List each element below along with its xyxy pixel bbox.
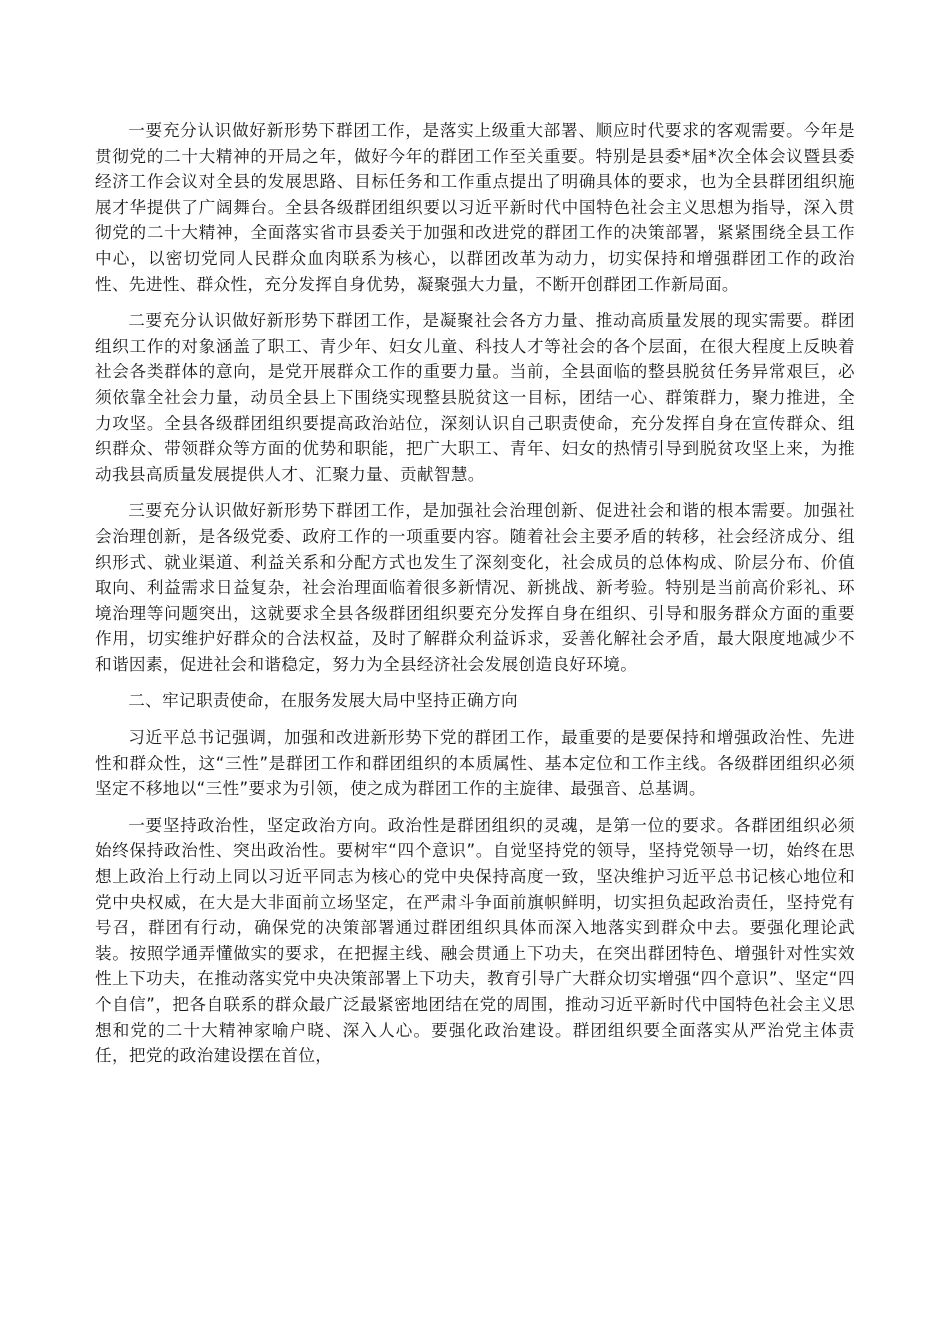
paragraph-1: 一要充分认识做好新形势下群团工作，是落实上级重大部署、顺应时代要求的客观需要。今年是贯彻党的二十大精神的开局之年，做好今年的群团工作至关重要。特别是县委*届*次全体会议暨县委经济工作会议对全县的发展思路、目标任务和工作重点提出了明确具体的要求，也为全县群团组织施展才华提供了广阔舞台。全县各级群团组织要以习近平新时代中国特色社会主义思想为指导，深入贯彻党的二十大精神，全面落实省市县委关于加强和改进党的群团工作的决策部署，紧紧围绕全县工作中心，以密切党同人民群众血肉联系为核心，以群团改革为动力，切实保持和增强群团工作的政治性、先进性、群众性，充分发挥自身优势，凝聚强大力量，不断开创群团工作新局面。 bbox=[95, 121, 855, 294]
paragraph-3: 三要充分认识做好新形势下群团工作，是加强社会治理创新、促进社会和谐的根本需要。加强社会治理创新，是各级党委、政府工作的一项重要内容。随着社会主要矛盾的转移，社会经济成分、组织形式、就业渠道、利益关系和分配方式也发生了深刻变化，社会成员的总体构成、阶层分布、价值取向、利益需求日益复杂，社会治理面临着很多新情况、新挑战、新考验。特别是当前高价彩礼、环境治理等问题突出，这就要求全县各级群团组织要充分发挥自身在组织、引导和服务群众方面的重要作用，切实维护好群众的合法权益，及时了解群众利益诉求，妥善化解社会矛盾，最大限度地减少不和谐因素，促进社会和谐稳定，努力为全县经济社会发展创造良好环境。 bbox=[95, 501, 855, 674]
paragraph-2: 二要充分认识做好新形势下群团工作，是凝聚社会各方力量、推动高质量发展的现实需要。群团组织工作的对象涵盖了职工、青少年、妇女儿童、科技人才等社会的各个层面，在很大程度上反映着社会各类群体的意向，是党开展群众工作的重要力量。当前，全县面临的整县脱贫任务异常艰巨，必须依靠全社会力量，动员全县上下围绕实现整县脱贫这一目标，团结一心、群策群力，聚力推进，全力攻坚。全县各级群团组织要提高政治站位，深刻认识自己职责使命，充分发挥自身在宣传群众、组织群众、带领群众等方面的优势和职能，把广大职工、青年、妇女的热情引导到脱贫攻坚上来，为推动我县高质量发展提供人才、汇聚力量、贡献智慧。 bbox=[95, 311, 855, 484]
paragraph-5: 一要坚持政治性，坚定政治方向。政治性是群团组织的灵魂，是第一位的要求。各群团组织必须始终保持政治性、突出政治性。要树牢“四个意识”。自觉坚持党的领导，坚持党领导一切，始终在思想上政治上行动上同以习近平同志为核心的党中央保持高度一致，坚决维护习近平总书记核心地位和党中央权威，在大是大非面前立场坚定，在严肃斗争面前旗帜鲜明，切实担负起政治责任，坚持党有号召，群团有行动，确保党的决策部署通过群团组织具体而深入地落实到群众中去。要强化理论武装。按照学通弄懂做实的要求，在把握主线、融会贯通上下功夫，在突出群团特色、增强针对性实效性上下功夫，在推动落实党中央决策部署上下功夫，教育引导广大群众切实增强“四个意识”、坚定“四个自信”，把各自联系的群众最广泛最紧密地团结在党的周围，推动习近平新时代中国特色社会主义思想和党的二十大精神家喻户晓、深入人心。要强化政治建设。群团组织要全面落实从严治党主体责任，把党的政治建设摆在首位， bbox=[95, 815, 855, 1066]
section-heading: 二、牢记职责使命，在服务发展大局中坚持正确方向 bbox=[128, 691, 518, 711]
paragraph-4: 习近平总书记强调，加强和改进新形势下党的群团工作，最重要的是要保持和增强政治性、先进性和群众性，这“三性”是群团工作和群团组织的本质属性、基本定位和工作主线。各级群团组织必须坚定不移地以“三性”要求为引领，使之成为群团工作的主旋律、最强音、总基调。 bbox=[95, 728, 855, 799]
